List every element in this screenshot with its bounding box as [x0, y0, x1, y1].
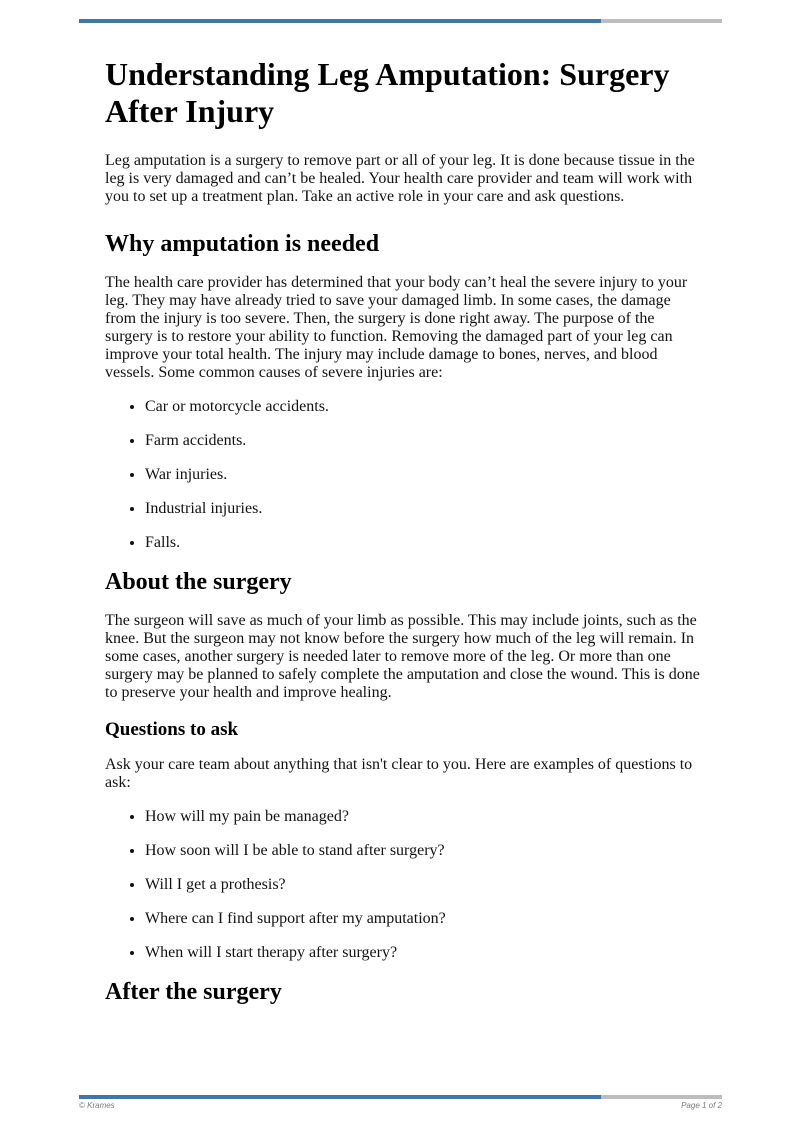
section-paragraph: The surgeon will save as much of your limb as possible. This may include joints, such as the knee. But the surgeon may not know before the surgery how much of the leg will remain. In some cases, another surgery is needed later to remove more of the leg. Or more than one surgery may be planned to safely complete the amputation and close the wound. This is done to preserve your health and improve healing. [105, 612, 700, 701]
list-item: • Where can I find support after my amputation? [145, 910, 705, 928]
section-heading: Why amputation is needed [105, 231, 380, 257]
subsection-paragraph: Ask your care team about anything that isn't clear to you. Here are examples of questions to ask: [105, 756, 693, 791]
progress-bar-track [601, 19, 722, 23]
list-item: • How will my pain be managed? [145, 808, 705, 826]
progress-bar-fill [79, 1095, 601, 1099]
header-progress-bar [79, 19, 722, 23]
page-title: Understanding Leg Amputation: Surgery After Injury [105, 56, 670, 129]
list-item: • Will I get a prothesis? [145, 876, 705, 894]
list-item: • Falls. [145, 534, 705, 552]
section-heading: About the surgery [105, 569, 292, 595]
document-body [105, 56, 705, 1022]
list-item: • War injuries. [145, 466, 705, 484]
list-item: • Industrial injuries. [145, 500, 705, 518]
page-indicator: Page 1 of 2 [681, 1101, 722, 1110]
section-paragraph: The health care provider has determined that your body can’t heal the severe injury to your leg. They may have already tried to save your damaged limb. In some cases, the damage from the injury is too severe. Then, the surgery is done right away. The purpose of the surgery is to restore your ability to function. Removing the damaged part of your leg can improve your total health. The injury may include damage to bones, nerves, and blood vessels. Some common causes of severe injuries are: [105, 274, 688, 381]
causes-list [105, 398, 705, 552]
list-item: • When will I start therapy after surgery? [145, 944, 705, 962]
questions-list [105, 808, 705, 962]
footer-progress-bar [79, 1095, 722, 1099]
subsection-heading: Questions to ask [105, 719, 239, 740]
progress-bar-fill [79, 19, 601, 23]
list-item: • Farm accidents. [145, 432, 705, 450]
section-why-amputation [105, 230, 705, 552]
footer-copyright: © Krames [79, 1101, 115, 1110]
section-after-surgery [105, 978, 705, 1006]
section-about-surgery [105, 568, 705, 962]
list-item: • How soon will I be able to stand after surgery? [145, 842, 705, 860]
progress-bar-track [601, 1095, 722, 1099]
intro-paragraph: Leg amputation is a surgery to remove part or all of your leg. It is done because tissue in the leg is very damaged and can’t be healed. Your health care provider and team will work with you to set up a treatment plan. Take an active role in your care and ask questions. [105, 152, 695, 205]
section-heading: After the surgery [105, 979, 282, 1005]
list-item: • Car or motorcycle accidents. [145, 398, 705, 416]
